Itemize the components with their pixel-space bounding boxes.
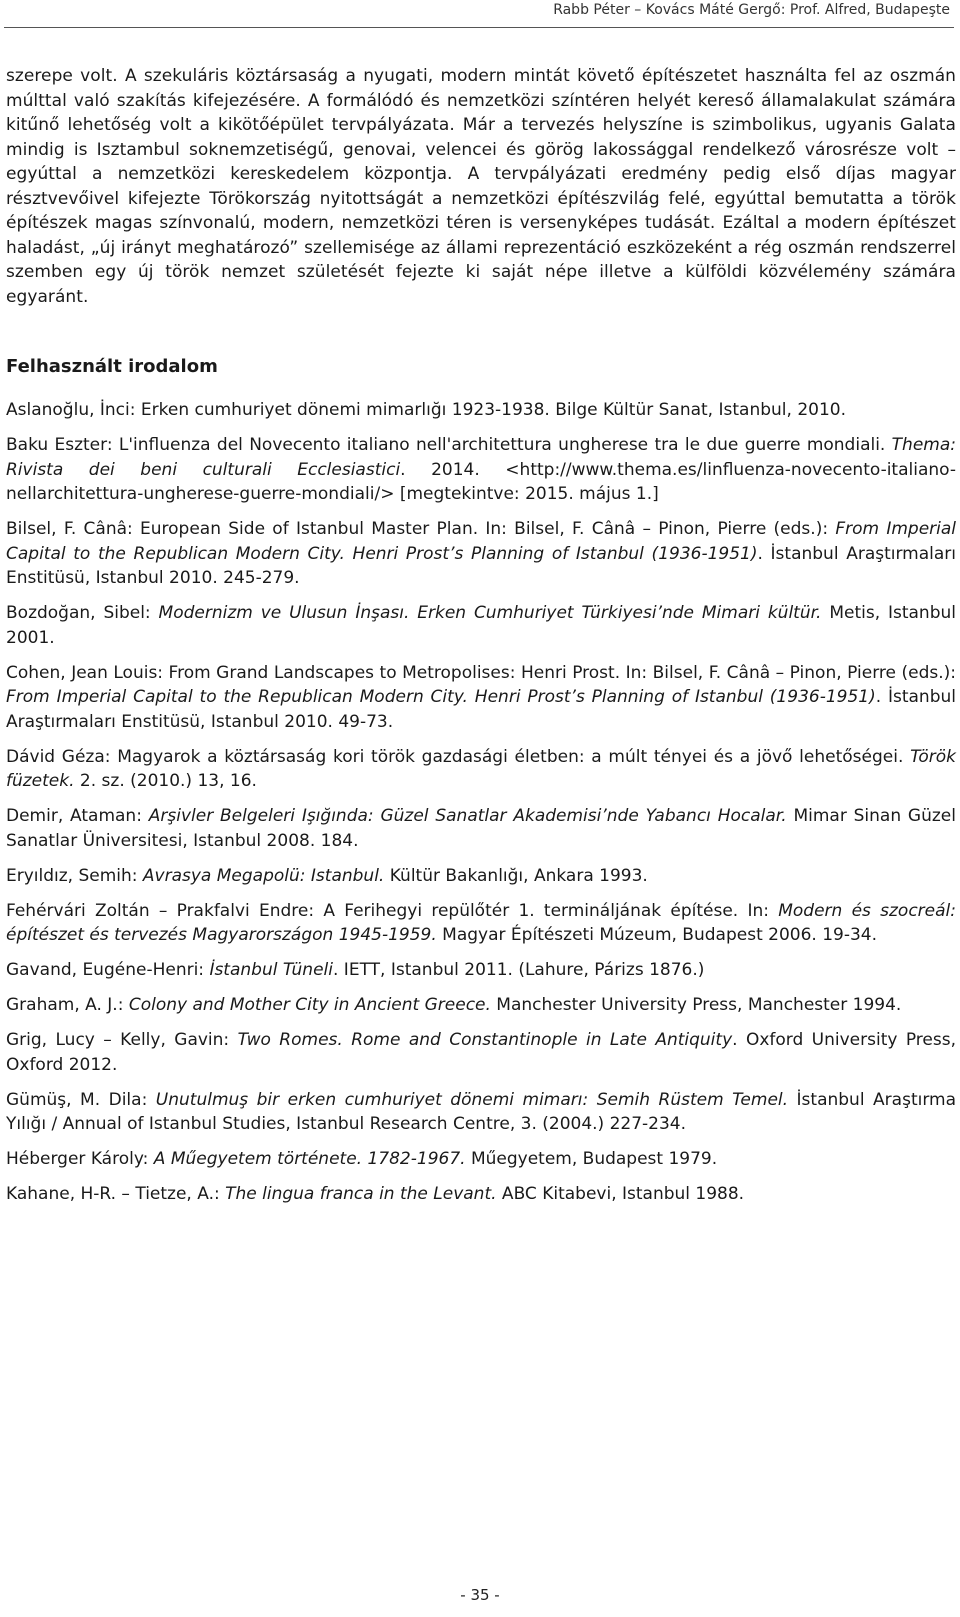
reference-item: Bozdoğan, Sibel: Modernizm ve Ulusun İnşası. Erken Cumhuriyet Türkiyesi’nde Mimari kültür. Metis, Istanbul 2001.	[6, 603, 956, 648]
reference-item: Héberger Károly: A Műegyetem története. 1782-1967. Műegyetem, Budapest 1979.	[6, 1149, 718, 1169]
page-header	[0, 0, 960, 44]
reference-item: Aslanoğlu, İnci: Erken cumhuriyet dönemi mimarlığı 1923-1938. Bilge Kültür Sanat, Istanbul, 2010.	[6, 400, 846, 420]
bibliography-title: Felhasznált irodalom	[6, 356, 218, 377]
running-head: Rabb Péter – Kovács Máté Gergő: Prof. Alfred, Budapeşte	[553, 2, 950, 18]
reference-item: Cohen, Jean Louis: From Grand Landscapes to Metropolises: Henri Prost. In: Bilsel, F. Cânâ – Pinon, Pierre (eds.): From Imperial Capital to the Republican Modern City. Henri Prost’s Planning of Istanbul (1936-1951). İstanbul Araştırmaları Enstitüsü, Istanbul 2010. 49-73.	[6, 662, 956, 732]
reference-item: Gümüş, M. Dila: Unutulmuş bir erken cumhuriyet dönemi mimarı: Semih Rüstem Temel. İstanbul Araştırma Yılığı / Annual of Istanbul Studies, Istanbul Research Centre, 3. (2004.) 227-234.	[6, 1089, 956, 1134]
page-content	[6, 64, 956, 1217]
reference-item: Eryıldız, Semih: Avrasya Megapolü: Istanbul. Kültür Bakanlığı, Ankara 1993.	[6, 865, 648, 886]
reference-list	[6, 398, 956, 1207]
reference-item: Graham, A. J.: Colony and Mother City in Ancient Greece. Manchester University Press, Manchester 1994.	[6, 995, 902, 1015]
page-number: - 35 -	[460, 1586, 500, 1604]
reference-item: Grig, Lucy – Kelly, Gavin: Two Romes. Rome and Constantinople in Late Antiquity. Oxford University Press, Oxford 2012.	[6, 1030, 956, 1075]
reference-item: Fehérvári Zoltán – Prakfalvi Endre: A Ferihegyi repülőtér 1. termináljának építése. In: Modern és szocreál: építészet és tervezés Magyarországon 1945-1959. Magyar Építészeti Múzeum, Budapest 2006. 19-34.	[6, 900, 956, 945]
reference-item: Bilsel, F. Cânâ: European Side of Istanbul Master Plan. In: Bilsel, F. Cânâ – Pinon, Pierre (eds.): From Imperial Capital to the Republican Modern City. Henri Prost’s Planning of Istanbul (1936-1951). İstanbul Araştırmaları Enstitüsü, Istanbul 2010. 245-279.	[6, 519, 957, 588]
reference-item: Kahane, H-R. – Tietze, A.: The lingua franca in the Levant. ABC Kitabevi, Istanbul 1988.	[6, 1184, 745, 1204]
body-paragraph: szerepe volt. A szekuláris köztársaság a nyugati, modern mintát követő építészetet használta fel az oszmán múlttal való szakítás kifejezésére. A formálódó és nemzetközi színtéren helyét kereső államalakulat számára kitűnő lehetőség volt a kikötőépület tervpályázata. Már a tervezés helyszíne is szimbolikus, ugyanis Galata mindig is Isztambul soknemzetiségű, genovai, velencei és görög lakossággal rendelkező városrésze volt – egyúttal a nemzetközi kereskedelem központja. A tervpályázati eredmény pedig első díjas magyar résztvevőivel kifejezte Törökország nyitottságát a nemzetközi építészvilág felé, egyúttal bemutatta a török építészek magas színvonalú, modern, nemzetközi téren is versenyképes tudását. Ezáltal a modern építészet haladást, „új irányt meghatározó” szellemisége az állami reprezentáció eszközeként a rég oszmán rendszerrel szemben egy új török nemzet születését fejezte ki saját népe illetve a külföldi közvélemény számára egyaránt.	[6, 66, 956, 307]
reference-item: Demir, Ataman: Arşivler Belgeleri Işığında: Güzel Sanatlar Akademisi’nde Yabancı Hocalar. Mimar Sinan Güzel Sanatlar Üniversitesi, Istanbul 2008. 184.	[6, 806, 956, 851]
reference-item: Baku Eszter: L'influenza del Novecento italiano nell'architettura ungherese tra le due guerre mondiali. Thema: Rivista dei beni culturali Ecclesiastici. 2014. <http://www.thema.es/linfluenza-novecento-italiano-nellarchitettura-ungherese-guerre-mondiali/> [megtekintve: 2015. május 1.]	[6, 435, 956, 504]
reference-item: Dávid Géza: Magyarok a köztársaság kori török gazdasági életben: a múlt tényei és a jövő lehetőségei. Török füzetek. 2. sz. (2010.) 13, 16.	[6, 746, 956, 791]
reference-item: Gavand, Eugéne-Henri: İstanbul Tüneli. IETT, Istanbul 2011. (Lahure, Párizs 1876.)	[6, 960, 705, 980]
header-rule	[4, 27, 954, 28]
